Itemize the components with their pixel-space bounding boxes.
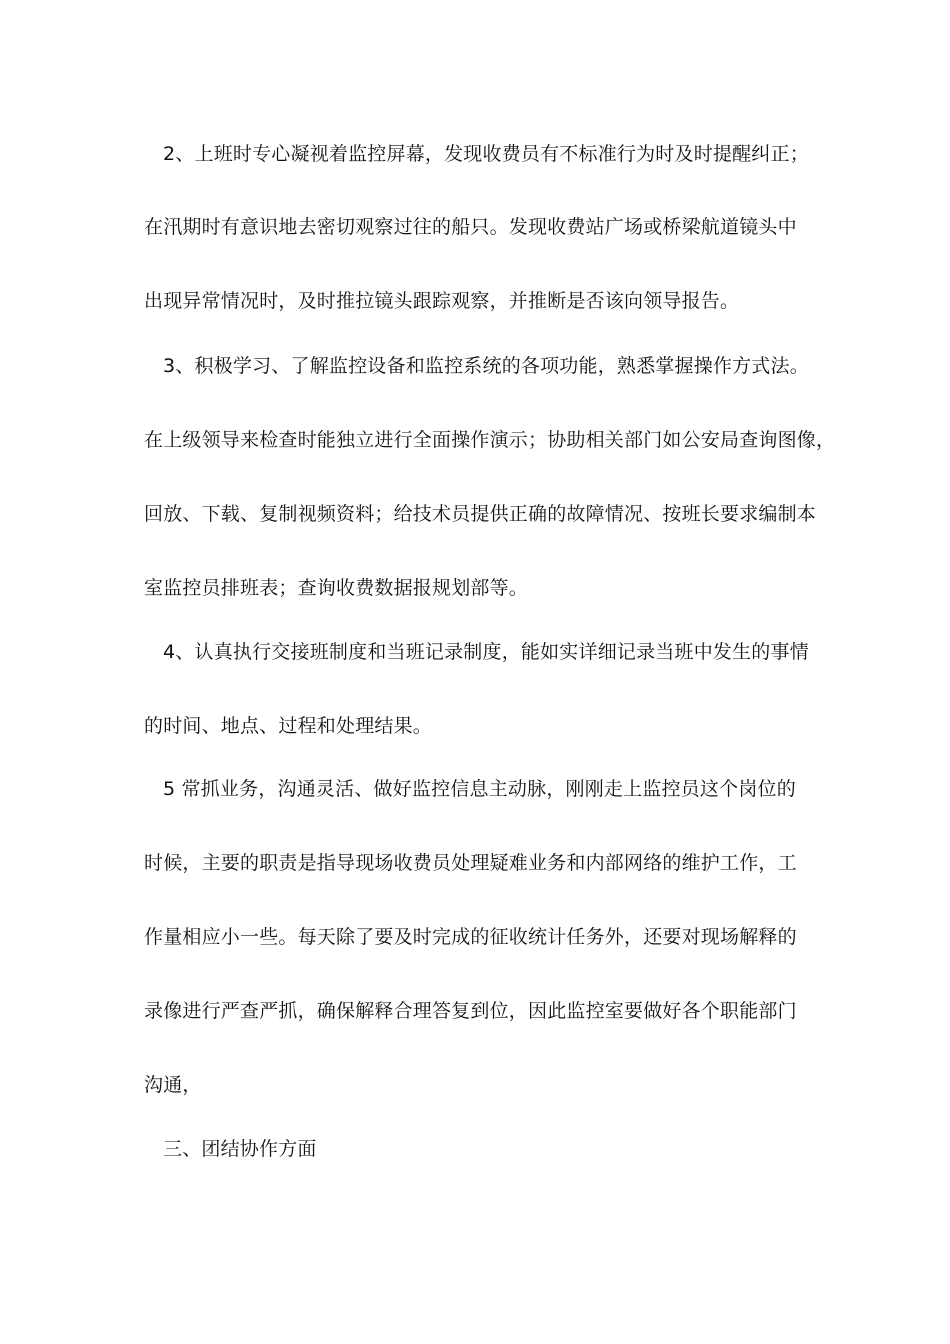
paragraph-5-line-5: 沟通， xyxy=(144,1074,202,1096)
paragraph-4-line-1: 4、认真执行交接班制度和当班记录制度，能如实详细记录当班中发生的事情 xyxy=(163,641,809,663)
paragraph-5-line-1: 5 常抓业务，沟通灵活、做好监控信息主动脉，刚刚走上监控员这个岗位的 xyxy=(163,778,796,800)
paragraph-5-line-2: 时候，主要的职责是指导现场收费员处理疑难业务和内部网络的维护工作，工 xyxy=(144,852,797,874)
paragraph-4-line-2: 的时间、地点、过程和处理结果。 xyxy=(144,715,433,737)
paragraph-2-line-3: 出现异常情况时，及时推拉镜头跟踪观察，并推断是否该向领导报告。 xyxy=(144,290,740,312)
paragraph-3-line-3: 回放、下载、复制视频资料；给技术员提供正确的故障情况、按班长要求编制本 xyxy=(144,503,817,525)
paragraph-3-line-2: 在上级领导来检查时能独立进行全面操作演示；协助相关部门如公安局查询图像， xyxy=(144,429,836,451)
paragraph-3-line-4: 室监控员排班表；查询收费数据报规划部等。 xyxy=(144,577,529,599)
paragraph-2-line-1: 2、上班时专心凝视着监控屏幕，发现收费员有不标准行为时及时提醒纠正； xyxy=(163,143,809,165)
paragraph-3-line-1: 3、积极学习、了解监控设备和监控系统的各项功能，熟悉掌握操作方式法。 xyxy=(163,355,809,377)
paragraph-2-line-2: 在汛期时有意识地去密切观察过往的船只。发现收费站广场或桥梁航道镜头中 xyxy=(144,216,797,238)
paragraph-5-line-4: 录像进行严查严抓，确保解释合理答复到位，因此监控室要做好各个职能部门 xyxy=(144,1000,797,1022)
section-heading-teamwork: 三、团结协作方面 xyxy=(163,1138,317,1160)
paragraph-5-line-3: 作量相应小一些。每天除了要及时完成的征收统计任务外，还要对现场解释的 xyxy=(144,926,797,948)
